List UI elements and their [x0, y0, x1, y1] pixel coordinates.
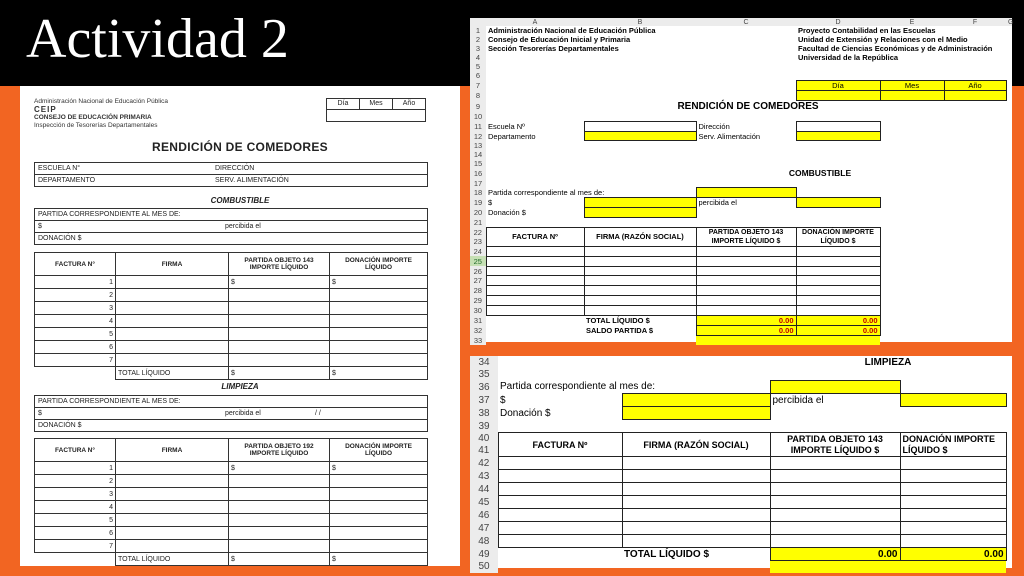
column-header[interactable]: G [1008, 18, 1014, 26]
sheet-title: RENDICIÓN DE COMEDORES [677, 100, 819, 112]
grid-cell[interactable] [486, 246, 584, 256]
grid-cell[interactable] [622, 470, 770, 483]
grid-cell[interactable] [486, 296, 584, 306]
sheet-grid: 34 LIMPIEZA 35 36 Partida correspondiente al mes de: 37 $ percibida el 38 Donación $ 39 40 FACTURA Nº FIRMA (RAZÓN SOCIAL) PARTIDA OBJETO 143 IMPORTE LÍQUIDO $ DONACIÓN IMPORTE LÍQUIDO $ 41 42 43 44 45 46 47 48 49 TOTAL LÍQUIDO $ 0.00 0.00 50 [470, 356, 1012, 573]
logo: CEIP [34, 105, 57, 114]
grid-cell[interactable] [770, 509, 900, 522]
label-departamento: Departamento [488, 131, 536, 141]
cell-escuela[interactable] [584, 121, 696, 131]
grid-cell[interactable] [498, 522, 622, 535]
header-donacion: DONACIÓN IMPORTE LÍQUIDO $ [796, 227, 880, 246]
cell-mes[interactable]: Mes [880, 80, 944, 90]
label-serv: Serv. Alimentación [698, 131, 761, 141]
cell-total-partida[interactable]: 0.00 [770, 548, 900, 561]
cell-partida-mes[interactable] [770, 381, 900, 394]
grid-cell[interactable] [584, 286, 696, 296]
header-partida: PARTIDA OBJETO 143 IMPORTE LÍQUIDO $ [696, 227, 796, 246]
grid-cell[interactable] [622, 509, 770, 522]
table-row: 3 [35, 302, 428, 315]
label-percibida: percibida el [698, 198, 737, 208]
limpieza-table [34, 438, 428, 566]
grid-cell[interactable] [770, 496, 900, 509]
grid-cell[interactable] [696, 296, 796, 306]
grid-cell[interactable] [498, 535, 622, 548]
label-direccion: Dirección [698, 121, 730, 131]
grid-cell[interactable] [900, 457, 1006, 470]
grid-cell[interactable] [498, 496, 622, 509]
grid-cell[interactable] [498, 483, 622, 496]
cell-d1[interactable]: Proyecto Contabilidad en las Escuelas [798, 26, 936, 35]
label-dollar: $ [500, 394, 506, 406]
cell-percibida[interactable] [900, 394, 1006, 407]
form-header [34, 98, 168, 130]
grid-cell[interactable] [486, 306, 584, 316]
limpieza-title: LIMPIEZA [864, 356, 912, 368]
grid-cell[interactable] [900, 522, 1006, 535]
label-partida: Partida correspondiente al mes de: [488, 187, 605, 197]
table-row: 5 [35, 514, 428, 527]
table-row: 7 [35, 354, 428, 367]
cell-anio[interactable]: Año [944, 80, 1006, 90]
cell-percibida[interactable] [796, 198, 880, 208]
grid-cell[interactable] [584, 306, 696, 316]
table-row: 2 [35, 475, 428, 488]
grid-cell[interactable] [622, 522, 770, 535]
grid-cell[interactable] [486, 286, 584, 296]
grid-cell[interactable] [900, 470, 1006, 483]
grid-cell[interactable] [696, 306, 796, 316]
date-slashes: / / [315, 410, 321, 417]
grid-cell[interactable] [584, 256, 696, 266]
grid-cell[interactable] [486, 266, 584, 276]
label-donacion: Donación $ [500, 407, 551, 419]
combustible-partida-box [34, 208, 428, 245]
total-row: TOTAL LÍQUIDO $ $ [35, 553, 428, 566]
cell-dia-value[interactable] [796, 90, 880, 100]
grid-cell[interactable] [622, 535, 770, 548]
grid-cell[interactable] [696, 286, 796, 296]
table-row: 1 $ $ [35, 462, 428, 475]
grid-cell[interactable] [622, 457, 770, 470]
cell-d2[interactable]: Unidad de Extensión y Relaciones con el Medio [798, 35, 968, 44]
col-firma: FIRMA [116, 253, 229, 276]
dollar-row: $ [35, 408, 427, 420]
cell-departamento[interactable] [584, 131, 696, 141]
grid-cell[interactable] [696, 256, 796, 266]
limpieza-title: LIMPIEZA [221, 382, 259, 391]
column-header[interactable]: E [880, 18, 944, 26]
cell-saldo-partida[interactable]: 0.00 [696, 326, 796, 336]
sheet-grid: A B C D E F G 1 Administración Nacional de Educación Pública Proyecto Contabilidad en las Escuelas 2 Consejo de Educación Inicial y Primaria Unidad de Extensión y Relaciones con el Medio 3 Sección Tesorerías Departamentales Facultad de Ciencias Económicas y de Administración 4 Universidad de la República 5 6 7 Día Mes Año 8 9 RENDICIÓN DE COMEDORES 10 11 Escuela Nº Dirección 12 Departamento Serv. Alimentación 13 14 15 16 COMBUSTIBLE 17 18 Partida correspondiente al mes de: 19 $ percibida el 20 Donación $ 21 22 FACTURA Nº FIRMA (RAZÓN SOCIAL) PARTIDA OBJETO 143 IMPORTE LÍQUIDO $ DONACIÓN IMPORTE LÍQUIDO $ 23 24 25 26 27 28 29 30 31 TOTAL LÍQUIDO $ 0.00 0.00 32 SALDO PARTIDA $ 0.00 0.00 33 [470, 18, 1012, 345]
col-factura: FACTURA N° [35, 253, 116, 276]
column-header[interactable]: A [486, 18, 584, 26]
col-firma: FIRMA [116, 439, 229, 462]
grid-cell[interactable] [584, 296, 696, 306]
table-row: 4 [35, 315, 428, 328]
partida-row: PARTIDA CORRESPONDIENTE AL MES DE: [35, 209, 427, 221]
cell-a1[interactable]: Administración Nacional de Educación Pública [488, 26, 656, 35]
dollar-row: $ [35, 221, 427, 233]
label-partida: Partida correspondiente al mes de: [500, 381, 656, 393]
spreadsheet-top [470, 18, 1014, 345]
school-row: ESCUELA N° [35, 163, 427, 175]
percibida-label: percibida el [225, 223, 261, 230]
column-header[interactable]: C [696, 18, 796, 26]
grid-cell[interactable] [796, 246, 880, 256]
grid-cell[interactable] [770, 535, 900, 548]
grid-cell[interactable] [900, 509, 1006, 522]
grid-cell[interactable] [622, 483, 770, 496]
header-factura: FACTURA Nº [498, 433, 622, 457]
grid-cell[interactable] [486, 256, 584, 266]
limpieza-partida-box [34, 395, 428, 432]
slide-title: Actividad 2 [26, 8, 289, 70]
cell-anio-value[interactable] [944, 90, 1006, 100]
header-line: Inspección de Tesorerías Departamentales [34, 122, 158, 129]
cell-direccion[interactable] [796, 121, 880, 131]
col-partida: PARTIDA OBJETO 143 IMPORTE LÍQUIDO [229, 253, 330, 276]
table-row: 5 [35, 328, 428, 341]
grid-cell[interactable] [622, 496, 770, 509]
date-day: Día [327, 99, 360, 109]
grid-cell[interactable] [796, 286, 880, 296]
donacion-row: DONACIÓN $ [35, 233, 427, 245]
grid-cell[interactable] [796, 276, 880, 286]
combustible-title: COMBUSTIBLE [788, 168, 852, 179]
table-row: 7 [35, 540, 428, 553]
column-header[interactable]: B [584, 18, 696, 26]
form-title: RENDICIÓN DE COMEDORES [152, 140, 328, 154]
label-percibida: percibida el [772, 394, 824, 406]
cell-a2[interactable]: Consejo de Educación Inicial y Primaria [488, 35, 631, 44]
label-total: TOTAL LÍQUIDO $ [586, 316, 650, 326]
table-row: 2 [35, 289, 428, 302]
grid-cell[interactable] [696, 246, 796, 256]
column-header[interactable]: D [796, 18, 880, 26]
cell-total-partida[interactable]: 0.00 [696, 316, 796, 326]
scanned-form [20, 86, 460, 566]
percibida-label: percibida el [225, 410, 261, 417]
cell-donacion[interactable] [584, 208, 696, 218]
serv-label: SERV. ALIMENTACIÓN [215, 177, 289, 184]
grid-cell[interactable] [498, 457, 622, 470]
grid-cell[interactable] [486, 276, 584, 286]
cell-dia[interactable]: Día [796, 80, 880, 90]
header-firma: FIRMA (RAZÓN SOCIAL) [622, 433, 770, 457]
grid-cell[interactable] [696, 276, 796, 286]
grid-cell[interactable] [900, 483, 1006, 496]
dept-row: DEPARTAMENTO [35, 175, 427, 187]
column-header-row [470, 18, 1012, 26]
cell-partida-mes[interactable] [696, 188, 796, 198]
header-factura: FACTURA Nº [486, 227, 584, 246]
grid-cell[interactable] [584, 276, 696, 286]
label-donacion: Donación $ [488, 207, 526, 217]
label-saldo: SALDO PARTIDA $ [586, 326, 654, 336]
cell-d3[interactable]: Facultad de Ciencias Económicas y de Administración [798, 44, 993, 53]
cell-donacion[interactable] [622, 407, 770, 420]
col-factura: FACTURA N° [35, 439, 116, 462]
col-partida: PARTIDA OBJETO 192 IMPORTE LÍQUIDO [229, 439, 330, 462]
label-escuela: Escuela Nº [488, 121, 525, 131]
grid-cell[interactable] [796, 296, 880, 306]
donacion-row: DONACIÓN $ [35, 420, 427, 432]
date-year: Año [402, 100, 416, 107]
cell-d4[interactable]: Universidad de la República [798, 53, 899, 62]
table-row: 3 [35, 488, 428, 501]
grid-cell[interactable] [770, 483, 900, 496]
col-donacion: DONACIÓN IMPORTE LÍQUIDO [330, 439, 428, 462]
header-donacion: DONACIÓN IMPORTE LÍQUIDO $ [900, 433, 1006, 457]
date-field [326, 109, 426, 122]
grid-cell[interactable] [796, 256, 880, 266]
cell-total-donacion[interactable]: 0.00 [900, 548, 1006, 561]
table-row: 1 $ $ [35, 276, 428, 289]
school-box [34, 162, 428, 187]
total-row: TOTAL LÍQUIDO $ $ [35, 367, 428, 380]
grid-cell[interactable] [696, 266, 796, 276]
cell-a3[interactable]: Sección Tesorerías Departamentales [488, 44, 619, 53]
grid-cell[interactable] [900, 535, 1006, 548]
cell-saldo-donacion[interactable]: 0.00 [796, 326, 880, 336]
grid-cell[interactable] [498, 470, 622, 483]
grid-cell[interactable] [796, 306, 880, 316]
date-month: Mes [360, 99, 393, 109]
grid-cell[interactable] [770, 470, 900, 483]
spreadsheet-bottom [470, 356, 1012, 573]
cell-serv[interactable] [796, 131, 880, 141]
cell-partida-monto[interactable] [584, 198, 696, 208]
table-row: 6 [35, 527, 428, 540]
cell-mes-value[interactable] [880, 90, 944, 100]
grid-cell[interactable] [770, 457, 900, 470]
grid-cell[interactable] [796, 266, 880, 276]
grid-cell[interactable] [584, 266, 696, 276]
table-row: 6 [35, 341, 428, 354]
header-line: Administración Nacional de Educación Pública [34, 98, 169, 105]
header-line: CONSEJO DE EDUCACIÓN PRIMARIA [34, 114, 152, 121]
grid-cell[interactable] [770, 522, 900, 535]
grid-cell[interactable] [584, 246, 696, 256]
header-firma: FIRMA (RAZÓN SOCIAL) [584, 227, 696, 246]
grid-cell[interactable] [498, 509, 622, 522]
table-row: 4 [35, 501, 428, 514]
direccion-label: DIRECCIÓN [215, 165, 255, 172]
cell-partida-monto[interactable] [622, 394, 770, 407]
partida-row: PARTIDA CORRESPONDIENTE AL MES DE: [35, 396, 427, 408]
combustible-table [34, 252, 428, 380]
grid-cell[interactable] [900, 496, 1006, 509]
col-donacion: DONACIÓN IMPORTE LÍQUIDO [330, 253, 428, 276]
column-header[interactable]: F [944, 18, 1006, 26]
combustible-title: COMBUSTIBLE [210, 196, 270, 205]
header-partida: PARTIDA OBJETO 143 IMPORTE LÍQUIDO $ [770, 433, 900, 457]
cell-total-donacion[interactable]: 0.00 [796, 316, 880, 326]
label-total: TOTAL LÍQUIDO $ [624, 548, 710, 560]
label-dollar: $ [488, 198, 493, 208]
